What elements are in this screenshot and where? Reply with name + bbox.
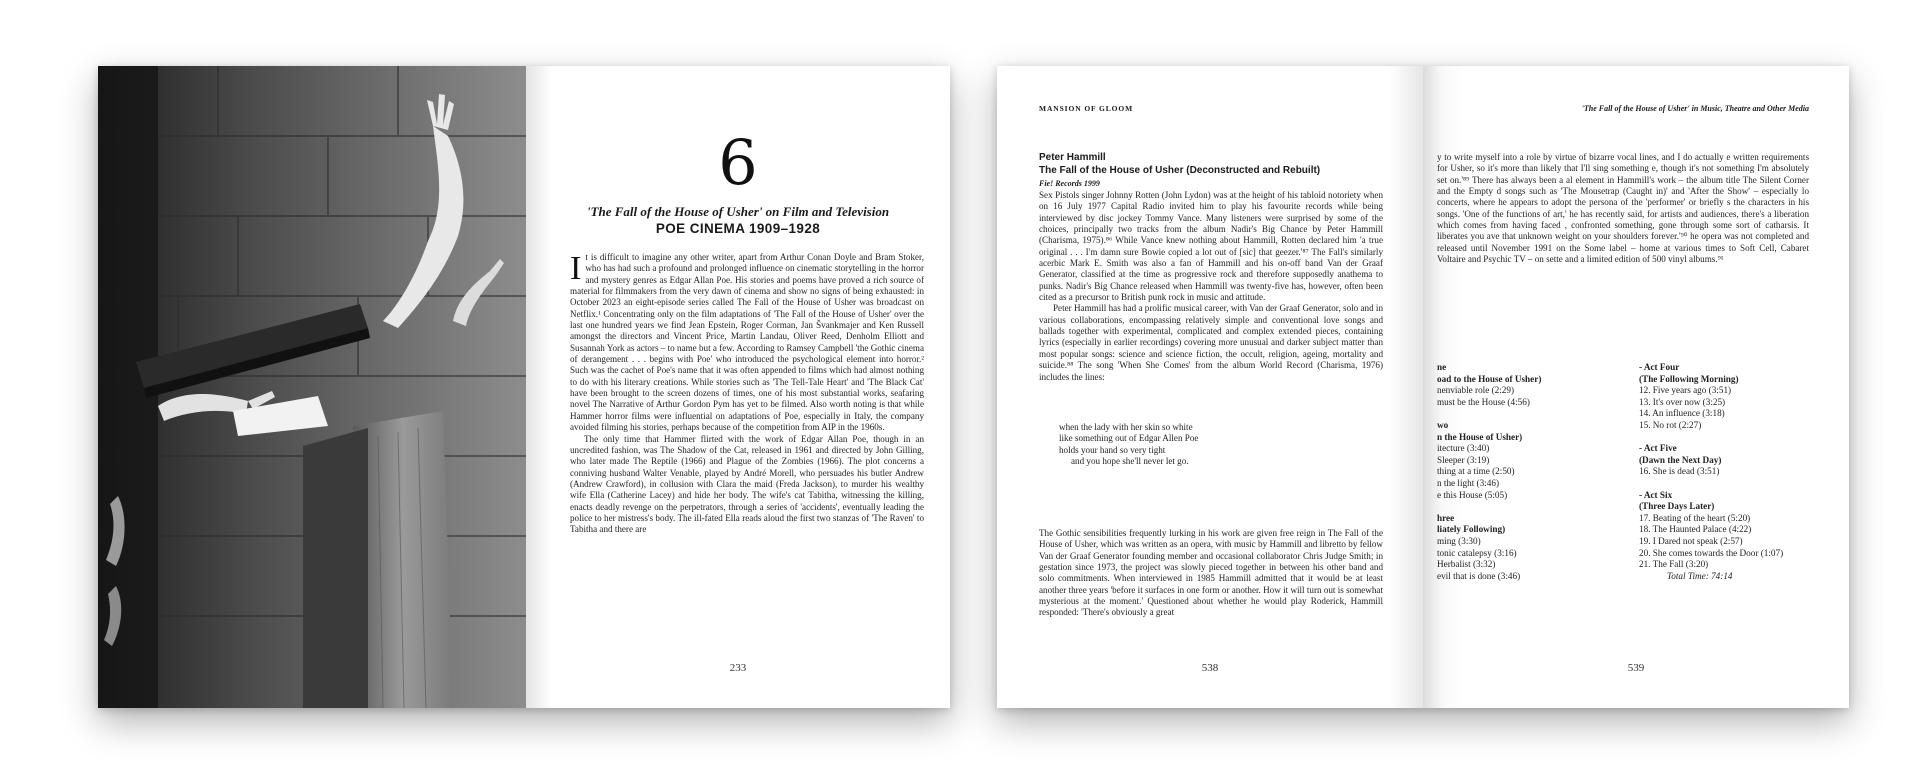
paragraph: Sex Pistols singer Johnny Rotten (John Lydon) was at the height of his tabloid notoriety when on 16 July 1977 Capital Radio invited him to play his favourite records while being interviewed by disc jockey Tommy Vance. Many listeners were surprised by some of the choices, principally two tracks from the album Nadir's Big Chance by Peter Hammill (Charisma, 1975).⁸⁶ While Vance knew nothing about Hammill, Rotten declared him 'a true original . . . I'm damn sure Bowie copied a lot out of [sic] that geezer.'⁸⁷ The Fall's similarly acerbic Mark E. Smith was also a fan of Hammill and his on-off band Van der Graaf Generator, classified at the time as progressive rock and therefore supposedly anathema to punks. Nadir's Big Chance released when Hammill was twenty-five has, however, often been cited as a precursor to British punk rock in music and attitude.: [1039, 190, 1383, 303]
track-item: tonic catalepsy (3:16): [1437, 547, 1517, 558]
page-number: 538: [1201, 662, 1219, 674]
lyrics-quote: [1059, 422, 1198, 468]
lyric-line: like something out of Edgar Allen Poe: [1059, 433, 1199, 444]
tracklist-spacer: [1639, 432, 1819, 444]
tracklist-spacer: [1437, 408, 1617, 420]
tracklist-column-right: [1639, 362, 1819, 582]
track-item: 19. I Dared not speak (2:57): [1639, 535, 1743, 546]
drop-cap: I: [570, 250, 582, 287]
act-heading: (Dawn the Next Day): [1639, 454, 1722, 465]
page-number: 233: [729, 662, 747, 674]
track-item: n the light (3:46): [1437, 477, 1500, 488]
track-item: 20. She comes towards the Door (1:07): [1639, 547, 1784, 558]
entry-record-label: Fie! Records 1999: [1039, 179, 1100, 188]
act-heading: (The Following Morning): [1639, 373, 1739, 384]
stage-hands-photo-icon: [98, 66, 526, 708]
entry-body-text: [1437, 152, 1809, 265]
track-item: itecture (3:40): [1437, 443, 1490, 454]
lyric-line: holds your hand so very tight: [1059, 444, 1166, 455]
book-spread-left: [98, 66, 950, 708]
paragraph: It is difficult to imagine any other writer, apart from Arthur Conan Doyle and Bram Stoker, who has had such a profound and prolonged influence on cinematic storytelling in the horror and mystery genres as Edgar Allan Poe. His stories and poems have proved a rich source of material for filmmakers from the very dawn of cinema and show no signs of being exhausted: in October 2023 an eight-episode series called The Fall of the House of Usher was broadcast on Netflix.¹ Concentrating only on the film adaptations of 'The Fall of the House of Usher' over the last one hundred years we find Jean Epstein, Roger Corman, Jan Švankmajer and Ken Russell amongst the directors and Vincent Price, Martin Landau, Oliver Reed, Denholm Elliott and Susannah York as actors – to name but a few. According to Ramsey Campbell 'the Gothic cinema of derangement . . . begins with Poe' who introduced the psychological element into horror.² Such was the cachet of Poe's name that it was often appended to films which had almost nothing to do with his literary creations. While stories such as 'The Tell-Tale Heart' and 'The Black Cat' have been brought to the screen dozens of times, one of his most substantial works, seafaring novel The Narrative of Arthur Gordon Pym has yet to be filmed. Also worth noting is that while Hammer horror films were influential on adaptations of Poe, especially in Italy, the company avoided filming his stories, perhaps because of the competition from AIP in the 1960s.: [570, 250, 924, 433]
entry-album-title: The Fall of the House of Usher (Deconstructed and Rebuilt): [1039, 165, 1321, 176]
track-item: nenviable role (2:29): [1437, 385, 1515, 396]
paragraph: The Gothic sensibilities frequently lurking in his work are given free reign in The Fall of the House of Usher, which was written as an opera, with music by Hammill and libretto by fellow Van der Graaf Generator founding member and occasional collaborator Chris Judge Smith; in gestation since 1973, the project was slowly pieced together in between his other band and solo commitments. When interviewed in 1985 Hammill admitted that it would be at least another three years 'before it surfaces in one form or another. How it will turn out is somewhat mysterious at the moment.' Questioned about whether he would play Roderick, Hammill responded: 'There's obviously a great: [1039, 528, 1383, 618]
track-item: ming (3:30): [1437, 535, 1481, 546]
act-heading: - Act Six: [1639, 489, 1673, 500]
act-heading: oad to the House of Usher): [1437, 373, 1542, 384]
chapter-number: 6: [718, 126, 758, 199]
act-heading: - Act Four: [1639, 362, 1680, 372]
track-item: evil that is done (3:46): [1437, 570, 1521, 581]
track-item: 14. An influence (3:18): [1639, 408, 1725, 419]
tracklist-spacer: [1437, 501, 1617, 513]
page-539: [1423, 66, 1849, 708]
track-item: 15. No rot (2:27): [1639, 419, 1702, 430]
act-heading: wo: [1437, 419, 1449, 430]
paragraph: y to write myself into a role by virtue of bizarre vocal lines, and I do actually e written requirements for Usher, so it's more than likely that I'll sing something e, though it's not something I'm absolutely set on.'⁸⁹ There has always been a al element in Hammill's work – the album title The Silent Corner and the Empty d songs such as 'The Mousetrap (Caught in)' and 'After the Show' – especially lo concerts, where he appears to adopt the persona of the 'performer' or briefly s the characters in his songs. 'One of the functions of art,' he has recently said, for artists and audiences, there's a liberation which comes from having faced , confronted something, gone through some sort of catharsis. It liberates you ave that unknown weight on your shoulders forever.'⁹⁰ he opera was not completed and released until November 1991 on the Some label – home at various times to Soft Cell, Cabaret Voltaire and Psychic TV – on sette and a limited edition of 500 vinyl albums.⁹¹: [1437, 152, 1809, 265]
running-head: MANSION OF GLOOM: [1039, 104, 1134, 113]
chapter-title: POE CINEMA 1909–1928: [655, 221, 821, 236]
track-item: 18. The Haunted Palace (4:22): [1639, 524, 1752, 535]
act-heading: ne: [1437, 362, 1447, 372]
book-spread-right: [997, 66, 1849, 708]
entry-artist: Peter Hammill: [1039, 152, 1106, 163]
act-heading: - Act Five: [1639, 443, 1677, 454]
track-item: thing at a time (2:50): [1437, 466, 1515, 477]
track-item: 13. It's over now (3:25): [1639, 396, 1726, 407]
track-item: 21. The Fall (3:20): [1639, 559, 1709, 570]
act-heading: (Three Days Later): [1639, 501, 1715, 512]
track-item: must be the House (4:56): [1437, 396, 1530, 407]
track-item: 12. Five years ago (3:51): [1639, 385, 1732, 396]
tracklist-column-left: [1437, 362, 1617, 582]
paragraph: The only time that Hammer flirted with the work of Edgar Allan Poe, though in an uncredited fashion, was The Shadow of the Cat, released in 1961 and directed by John Gilling, who later made The Reptile (1966) and Plague of the Zombies (1966). The plot concerns a conniving husband Walter Venable, played by André Morell, who persuades his butler Andrew (Andrew Crawford), in collusion with Clara the maid (Freda Jackson), to murder his wealthy wife Ella (Catherine Lacey) and hide her body. The wife's cat Tabitha, witnessing the killing, enacts deadly revenge on the perpetrators, through a series of 'accidents', eventually leading the police to her mistress's body. The ill-fated Ella reads aloud the first two stanzas of 'The Raven' to Tabitha and there are: [570, 433, 924, 535]
entry-body-text-continued: [1039, 528, 1383, 619]
track-item: Herbalist (3:32): [1437, 559, 1496, 570]
chapter-photo: [98, 66, 526, 708]
total-time: Total Time: 74:14: [1667, 570, 1733, 581]
paragraph: Peter Hammill has had a prolific musical career, with Van der Graaf Generator, solo and in various collaborations, encompassing relatively simple and conventional love songs and ballads together with experimental, complicated and complex extended pieces, containing lyrics (especially in earlier recordings) covering more unusual and darker subject matter than most popular songs: science and science fiction, the occult, religion, ageing, mortality and suicide.⁸⁸ The song 'When She Comes' from the album World Record (Charisma, 1976) includes the lines:: [1039, 303, 1383, 382]
track-item: 16. She is dead (3:51): [1639, 466, 1720, 477]
running-head: 'The Fall of the House of Usher' in Music, Theatre and Other Media: [1581, 104, 1809, 113]
act-heading: liately Following): [1437, 524, 1506, 535]
act-heading: n the House of Usher): [1437, 431, 1523, 442]
track-item: 17. Beating of the heart (5:20): [1639, 512, 1751, 523]
chapter-body-text: [570, 252, 924, 536]
page-number: 539: [1627, 662, 1645, 674]
page-233: [526, 66, 950, 708]
track-item: e this House (5:05): [1437, 489, 1508, 500]
lyric-line: and you hope she'll never let go.: [1071, 456, 1189, 467]
act-heading: hree: [1437, 512, 1455, 523]
tracklist-spacer: [1639, 478, 1819, 490]
entry-body-text: [1039, 190, 1383, 383]
lyric-line: when the lady with her skin so white: [1059, 422, 1193, 432]
chapter-subtitle: 'The Fall of the House of Usher' on Film and Television: [586, 204, 890, 219]
page-538: [997, 66, 1423, 708]
track-item: Sleeper (3:19): [1437, 454, 1490, 465]
